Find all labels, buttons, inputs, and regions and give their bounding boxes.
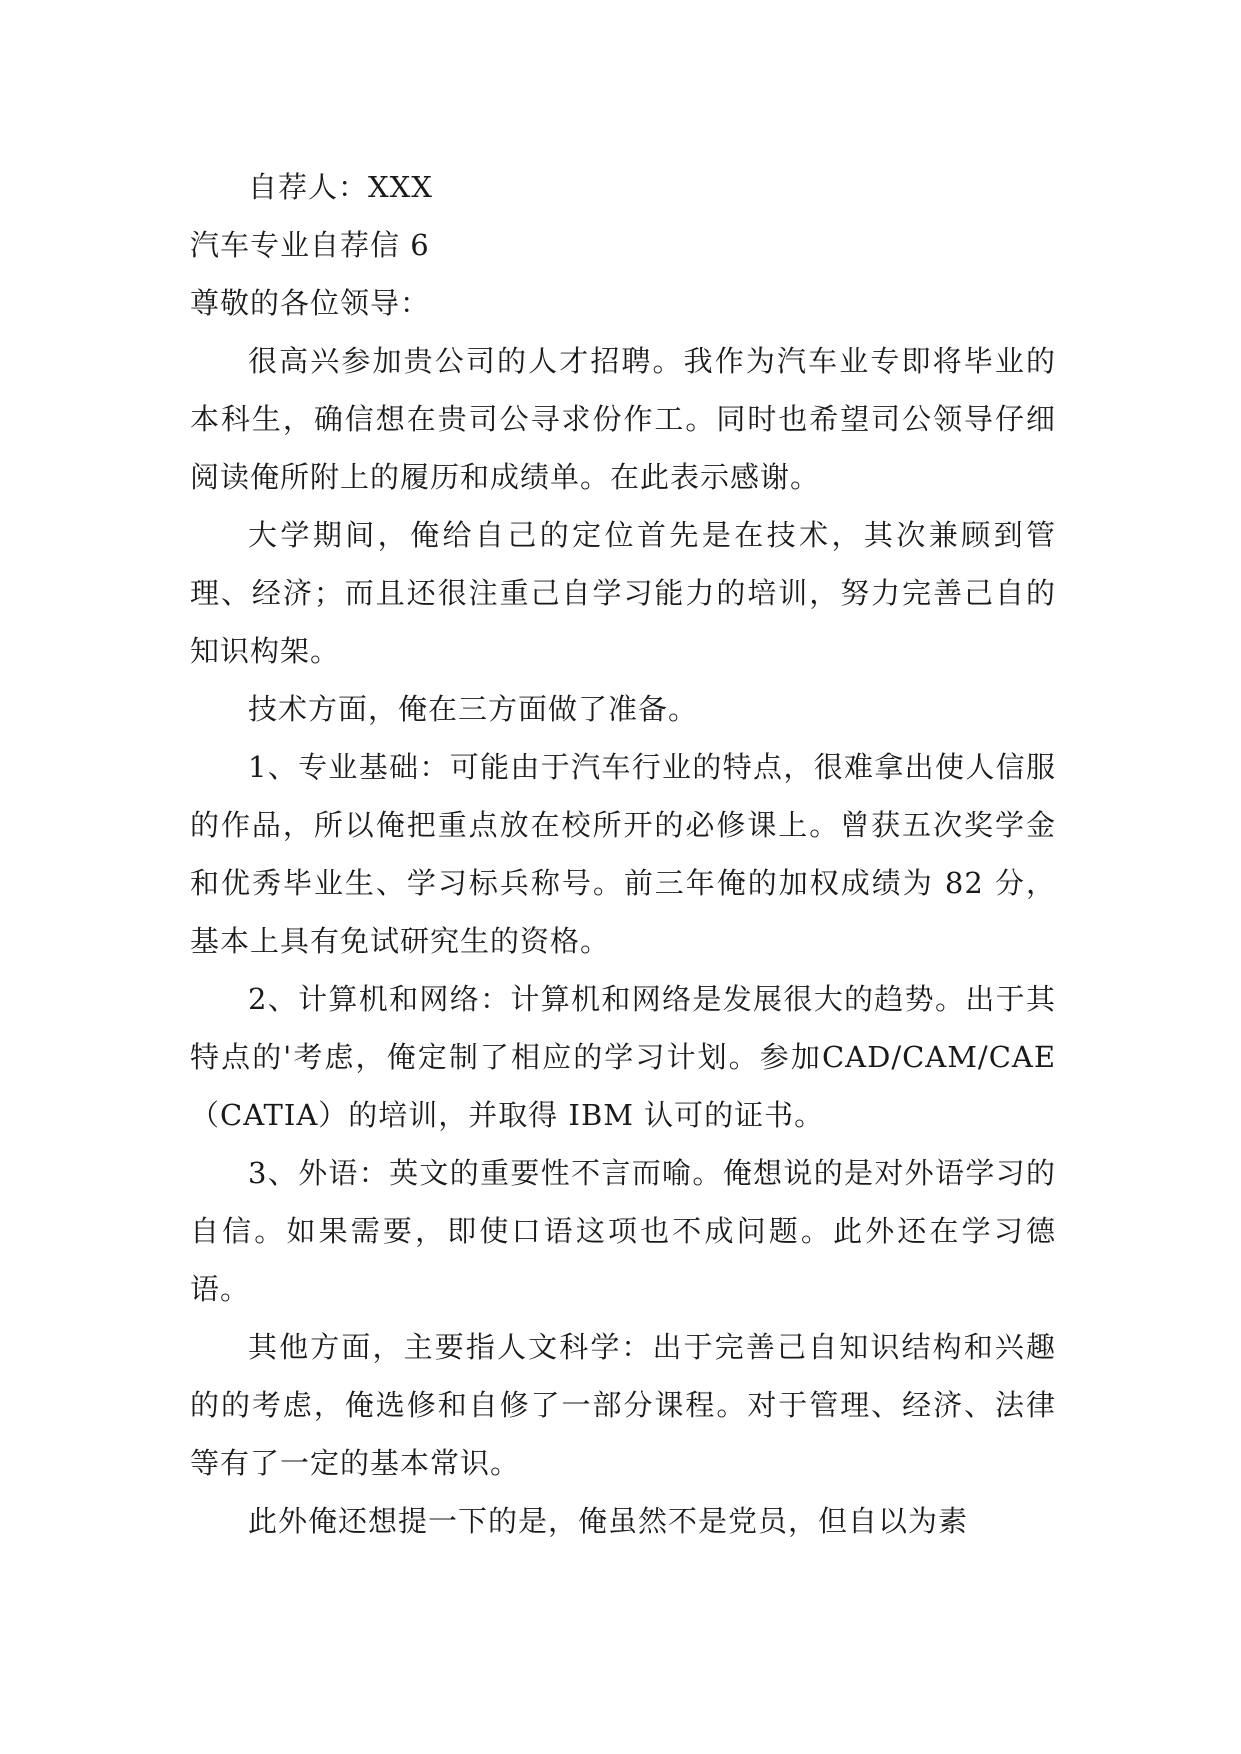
paragraph-humanities: 其他方面，主要指人文科学：出于完善己自知识结构和兴趣的的考虑，俺选修和自修了一部分课程。对于管理、经济、法律等有了一定的基本常识。 [190, 1330, 1056, 1480]
salutation: 尊敬的各位领导： [190, 286, 431, 320]
paragraph-technical-intro: 技术方面，俺在三方面做了准备。 [248, 692, 699, 726]
paragraph-computer-network: 2、计算机和网络：计算机和网络是发展很大的趋势。出于其特点的'考虑，俺定制了相应的学习计划。参加CAD/CAM/CAE（CATIA）的培训，并取得 IBM 认可的证书。 [190, 982, 1056, 1132]
paragraph-foreign-language: 3、外语：英文的重要性不言而喻。俺想说的是对外语学习的自信。如果需要，即使口语这项也不成问题。此外还在学习德语。 [190, 1156, 1056, 1306]
paragraph-intro: 很高兴参加贵公司的人才招聘。我作为汽车业专即将毕业的本科生，确信想在贵司公寻求份作工。同时也希望司公领导仔细阅读俺所附上的履历和成绩单。在此表示感谢。 [190, 344, 1056, 494]
letter-title: 汽车专业自荐信 6 [190, 228, 430, 262]
paragraph-positioning: 大学期间，俺给自己的定位首先是在技术，其次兼顾到管理、经济；而且还很注重己自学习能力的培训，努力完善己自的知识构架。 [190, 518, 1056, 668]
signature-line: 自荐人：XXX [248, 170, 433, 204]
paragraph-professional-basis: 1、专业基础：可能由于汽车行业的特点，很难拿出使人信服的作品，所以俺把重点放在校所开的必修课上。曾获五次奖学金和优秀毕业生、学习标兵称号。前三年俺的加权成绩为 82 分，基本上具有免试研究生的资格。 [190, 750, 1056, 958]
paragraph-additional: 此外俺还想提一下的是，俺虽然不是党员，但自以为素 [248, 1504, 969, 1538]
letter-body [190, 158, 1056, 1550]
